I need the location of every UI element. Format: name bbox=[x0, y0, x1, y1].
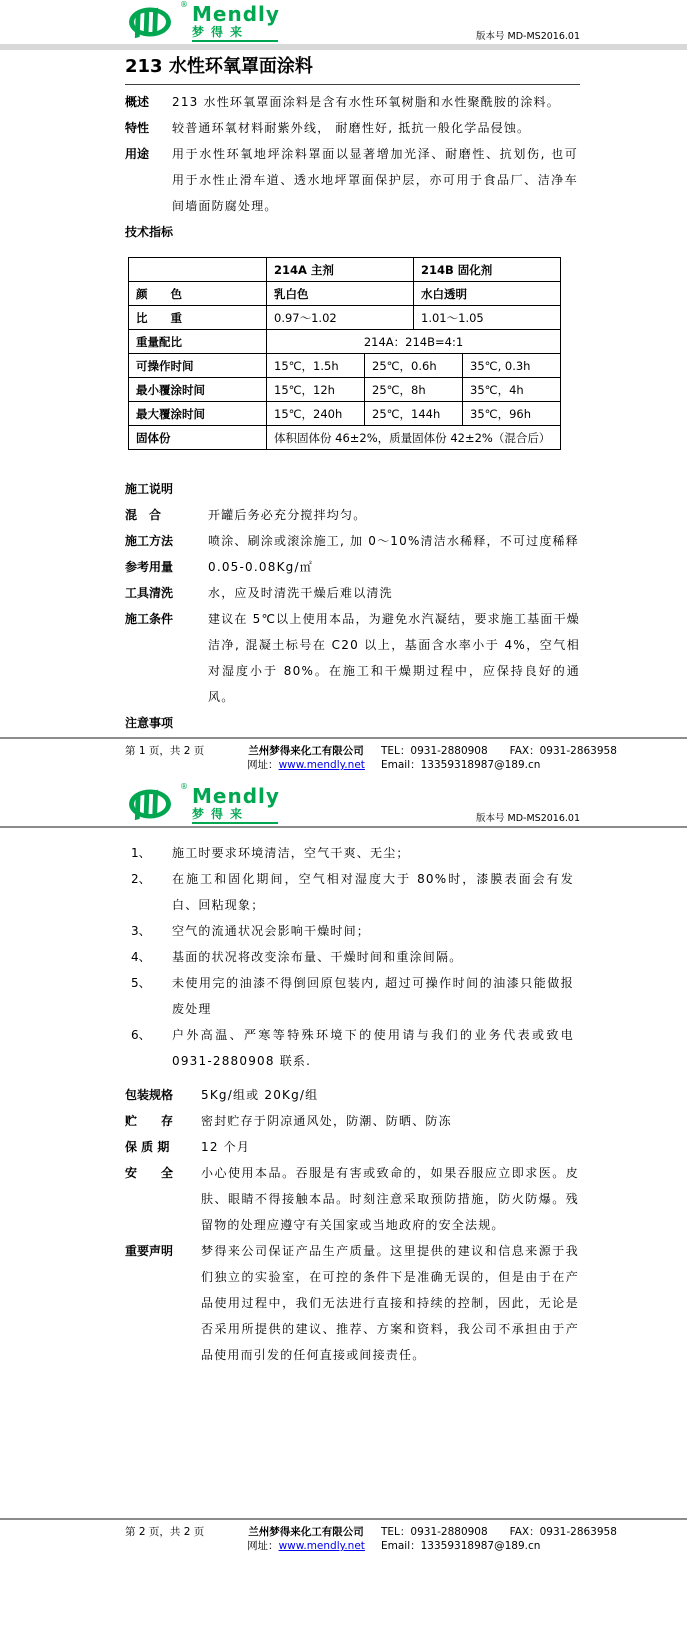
table-cell: 1.01～1.05 bbox=[414, 306, 561, 330]
footer-divider bbox=[0, 737, 687, 739]
tel-label: TEL：0931-2880908 bbox=[381, 745, 488, 757]
list-item bbox=[125, 918, 587, 944]
spec-item bbox=[125, 1082, 587, 1108]
mendly-logo-icon bbox=[128, 4, 176, 38]
spec-item bbox=[125, 1134, 587, 1160]
table-row bbox=[129, 402, 561, 426]
table-cell: 25℃，144h bbox=[365, 402, 463, 426]
email-label: Email：13359318987@189.cn bbox=[381, 759, 541, 771]
table-row bbox=[129, 426, 561, 450]
page2-content bbox=[0, 840, 587, 1368]
intro-section bbox=[125, 89, 587, 219]
spec-label: 保 质 期 bbox=[125, 1140, 170, 1154]
construction-label: 施工条件 bbox=[125, 612, 174, 626]
table-cell: 颜 色 bbox=[129, 282, 267, 306]
header-divider bbox=[0, 826, 687, 828]
construction-text: 建议在 5℃以上使用本品，为避免水汽凝结，要求施工基面干燥洁净, 混凝土标号在 C20 以上，基面含水率小于 4%，空气相对湿度小于 80%。在施工和干燥期过程中，应保持良好的通风。 bbox=[208, 612, 580, 704]
page2-footer bbox=[0, 1518, 687, 1553]
table-cell: 重量配比 bbox=[129, 330, 267, 354]
construction-label: 混 合 bbox=[125, 508, 162, 522]
table-cell: 0.97～1.02 bbox=[267, 306, 414, 330]
intro-label: 用途 bbox=[125, 147, 150, 161]
tech-heading: 技术指标 bbox=[125, 225, 174, 239]
construction-text: 水，应及时清洗干燥后难以清洗 bbox=[208, 586, 393, 600]
spec-item bbox=[125, 1160, 587, 1238]
version-label: 版本号 MD-MS2016.01 bbox=[476, 813, 580, 824]
list-text: 未使用完的油漆不得倒回原包装内, 超过可操作时间的油漆只能做报废处理 bbox=[172, 976, 574, 1016]
table-cell: 可操作时间 bbox=[129, 354, 267, 378]
intro-text: 213 水性环氧罩面涂料是含有水性环氧树脂和水性聚酰胺的涂料。 bbox=[172, 95, 560, 109]
spec-item bbox=[125, 1238, 587, 1368]
table-cell: 最小覆涂时间 bbox=[129, 378, 267, 402]
brand-name-cn: 梦得来 bbox=[192, 26, 278, 42]
list-item bbox=[125, 866, 587, 918]
mendly-logo-icon bbox=[128, 786, 176, 820]
construction-label: 工具清洗 bbox=[125, 586, 174, 600]
intro-label: 概述 bbox=[125, 95, 150, 109]
construction-text: 开罐后务必充分搅拌均匀。 bbox=[208, 508, 367, 522]
table-row bbox=[129, 378, 561, 402]
list-number: 5、 bbox=[131, 976, 151, 990]
list-number: 6、 bbox=[131, 1028, 151, 1042]
table-cell: 比 重 bbox=[129, 306, 267, 330]
page-number: 第 2 页，共 2 页 bbox=[125, 1526, 205, 1538]
page-1 bbox=[0, 0, 687, 736]
list-item bbox=[125, 840, 587, 866]
fax-label: FAX：0931-2863958 bbox=[509, 1526, 617, 1538]
website-link[interactable]: www.mendly.net bbox=[278, 759, 365, 771]
intro-item bbox=[125, 141, 587, 219]
page-2 bbox=[0, 782, 687, 1368]
website-link[interactable]: www.mendly.net bbox=[278, 1540, 365, 1552]
spec-label: 包装规格 bbox=[125, 1088, 174, 1102]
construction-label: 施工方法 bbox=[125, 534, 174, 548]
spec-label: 安 全 bbox=[125, 1166, 174, 1180]
table-cell: 15℃，12h bbox=[267, 378, 365, 402]
intro-item bbox=[125, 115, 587, 141]
tel-label: TEL：0931-2880908 bbox=[381, 1526, 488, 1538]
brand-name-cn: 梦得来 bbox=[192, 808, 278, 824]
table-cell: 35℃, 0.3h bbox=[463, 354, 561, 378]
construction-item bbox=[125, 502, 587, 528]
spec-label: 重要声明 bbox=[125, 1244, 174, 1258]
construction-section bbox=[125, 502, 587, 710]
intro-text: 较普通环氧材料耐紫外线， 耐磨性好, 抵抗一般化学品侵蚀。 bbox=[172, 121, 531, 135]
table-cell bbox=[129, 258, 267, 282]
page-number: 第 1 页，共 2 页 bbox=[125, 745, 205, 757]
spec-text: 梦得来公司保证产品生产质量。这里提供的建议和信息来源于我们独立的实验室，在可控的条件下是准确无误的，但是由于在产品使用过程中，我们无法进行直接和持续的控制，因此，无论是否采用所提供的建议、推荐、方案和资料，我公司不承担由于产品使用而引发的任何直接或间接责任。 bbox=[201, 1244, 579, 1362]
list-text: 空气的流通状况会影响干燥时间； bbox=[172, 924, 371, 938]
list-text: 在施工和固化期间，空气相对湿度大于 80%时，漆膜表面会有发白、回粘现象； bbox=[172, 872, 574, 912]
brand-name-en: Mendly bbox=[192, 784, 280, 808]
list-text: 户外高温、严寒等特殊环境下的使用请与我们的业务代表或致电 0931-2880908 联系. bbox=[172, 1028, 574, 1068]
version-label: 版本号 MD-MS2016.01 bbox=[476, 31, 580, 42]
table-cell: 固体份 bbox=[129, 426, 267, 450]
page-title: 213 水性环氧罩面涂料 bbox=[125, 55, 580, 85]
header-divider bbox=[0, 44, 687, 50]
web-label: 网址： bbox=[247, 1540, 279, 1552]
table-row bbox=[129, 306, 561, 330]
spec-text: 12 个月 bbox=[201, 1140, 251, 1154]
page2-header bbox=[0, 782, 687, 826]
tech-specs-table bbox=[128, 257, 561, 450]
list-text: 施工时要求环境清洁，空气干爽、无尘； bbox=[172, 846, 410, 860]
brand-name-en: Mendly bbox=[192, 2, 280, 26]
registered-mark: ® bbox=[180, 0, 188, 9]
table-row bbox=[129, 354, 561, 378]
company-name: 兰州梦得来化工有限公司 bbox=[248, 745, 364, 757]
list-number: 1、 bbox=[131, 846, 151, 860]
spec-label: 贮 存 bbox=[125, 1114, 174, 1128]
registered-mark: ® bbox=[180, 782, 188, 791]
table-cell: 最大覆涂时间 bbox=[129, 402, 267, 426]
construction-text: 0.05-0.08Kg/㎡ bbox=[208, 560, 313, 574]
intro-label: 特性 bbox=[125, 121, 150, 135]
specs-section bbox=[125, 1082, 587, 1368]
table-cell: 乳白色 bbox=[267, 282, 414, 306]
list-number: 4、 bbox=[131, 950, 151, 964]
intro-item bbox=[125, 89, 587, 115]
notes-heading: 注意事项 bbox=[125, 716, 174, 730]
construction-item bbox=[125, 580, 587, 606]
construction-item bbox=[125, 554, 587, 580]
notes-list bbox=[125, 840, 587, 1074]
intro-text: 用于水性环氧地坪涂料罩面以显著增加光泽、耐磨性、抗划伤, 也可用于水性止滑车道、透水地坪罩面保护层，亦可用于食品厂、洁净车间墙面防腐处理。 bbox=[172, 147, 578, 213]
construction-label: 参考用量 bbox=[125, 560, 174, 574]
company-name: 兰州梦得来化工有限公司 bbox=[248, 1526, 364, 1538]
spec-text: 小心使用本品。吞服是有害或致命的，如果吞服应立即求医。皮肤、眼睛不得接触本品。时刻注意采取预防措施，防火防爆。残留物的处理应遵守有关国家或当地政府的安全法规。 bbox=[201, 1166, 579, 1232]
email-label: Email：13359318987@189.cn bbox=[381, 1540, 541, 1552]
page1-footer bbox=[0, 737, 687, 772]
table-cell: 15℃，1.5h bbox=[267, 354, 365, 378]
table-cell: 25℃，8h bbox=[365, 378, 463, 402]
table-cell: 水白透明 bbox=[414, 282, 561, 306]
web-label: 网址： bbox=[247, 759, 279, 771]
table-cell: 35℃，4h bbox=[463, 378, 561, 402]
footer-divider bbox=[0, 1518, 687, 1520]
table-row bbox=[129, 330, 561, 354]
construction-heading: 施工说明 bbox=[125, 482, 174, 496]
spec-text: 5Kg/组或 20Kg/组 bbox=[201, 1088, 319, 1102]
list-number: 2、 bbox=[131, 872, 151, 886]
spec-item bbox=[125, 1108, 587, 1134]
list-item bbox=[125, 944, 587, 970]
table-cell: 25℃，0.6h bbox=[365, 354, 463, 378]
mendly-logo bbox=[128, 782, 280, 824]
mendly-logo bbox=[128, 0, 280, 42]
table-cell: 体积固体份 46±2%，质量固体份 42±2%（混合后） bbox=[267, 426, 561, 450]
table-row bbox=[129, 258, 561, 282]
table-cell: 214A：214B=4:1 bbox=[267, 330, 561, 354]
page1-header bbox=[0, 0, 687, 44]
construction-item bbox=[125, 606, 587, 710]
spec-text: 密封贮存于阴凉通风处，防潮、防晒、防冻 bbox=[201, 1114, 452, 1128]
page1-content bbox=[0, 55, 587, 736]
construction-item bbox=[125, 528, 587, 554]
table-row bbox=[129, 282, 561, 306]
table-cell: 214A 主剂 bbox=[267, 258, 414, 282]
construction-text: 喷涂、刷涂或滚涂施工, 加 0～10%清洁水稀释，不可过度稀释 bbox=[208, 534, 579, 548]
list-item bbox=[125, 1022, 587, 1074]
table-cell: 35℃，96h bbox=[463, 402, 561, 426]
table-cell: 214B 固化剂 bbox=[414, 258, 561, 282]
list-number: 3、 bbox=[131, 924, 151, 938]
list-text: 基面的状况将改变涂布量、干燥时间和重涂间隔。 bbox=[172, 950, 463, 964]
fax-label: FAX：0931-2863958 bbox=[509, 745, 617, 757]
list-item bbox=[125, 970, 587, 1022]
table-cell: 15℃，240h bbox=[267, 402, 365, 426]
